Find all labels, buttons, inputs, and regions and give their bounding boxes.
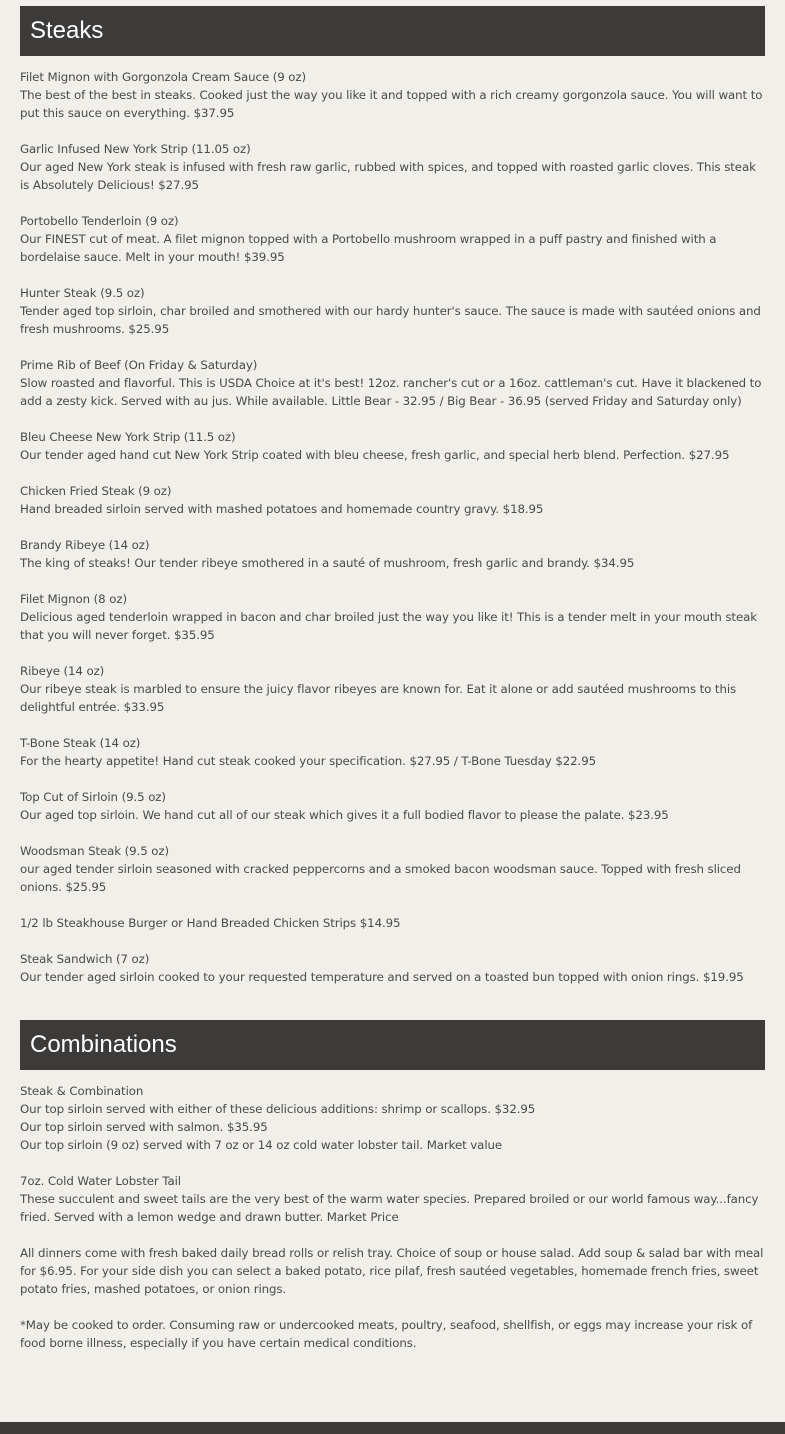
menu-item-name: Garlic Infused New York Strip (11.05 oz) bbox=[20, 142, 251, 156]
menu-item-description: Our aged New York steak is infused with fresh raw garlic, rubbed with spices, and topped with roasted garlic cloves. This steak is Absolutely Delicious! $27.95 bbox=[20, 160, 756, 192]
menu-item-name: T-Bone Steak (14 oz) bbox=[20, 736, 141, 750]
menu-item-description: Our ribeye steak is marbled to ensure the juicy flavor ribeyes are known for. Eat it alone or add sautéed mushrooms to this delightful entrée. $33.95 bbox=[20, 682, 737, 714]
menu-item-description: Delicious aged tenderloin wrapped in bacon and char broiled just the way you like it! This is a tender melt in your mouth steak that you will never forget. $35.95 bbox=[20, 610, 757, 642]
menu-item-name: Bleu Cheese New York Strip (11.5 oz) bbox=[20, 430, 236, 444]
menu-item-description: Our FINEST cut of meat. A filet mignon topped with a Portobello mushroom wrapped in a puff pastry and finished with a bordelaise sauce. Melt in your mouth! $39.95 bbox=[20, 232, 717, 264]
combination-item-description: These succulent and sweet tails are the very best of the warm water species. Prepared broiled or our world famous way...fancy fried. Served with a lemon wedge and drawn butter. Market Price bbox=[20, 1192, 759, 1224]
menu-item-name: Woodsman Steak (9.5 oz) bbox=[20, 844, 169, 858]
menu-item-description: our aged tender sirloin seasoned with cracked peppercorns and a smoked bacon woodsman sauce. Topped with fresh sliced onions. $25.95 bbox=[20, 862, 741, 894]
disclaimer-text: *May be cooked to order. Consuming raw or undercooked meats, poultry, seafood, shellfish, or eggs may increase your risk of food borne illness, especially if you have certain medical conditions. bbox=[20, 1318, 753, 1350]
food-safety-disclaimer bbox=[20, 1316, 765, 1352]
combination-item-name: Steak & Combination bbox=[20, 1084, 144, 1098]
menu-item bbox=[20, 68, 765, 122]
steaks-list bbox=[20, 56, 765, 986]
menu-item-description: The king of steaks! Our tender ribeye smothered in a sauté of mushroom, fresh garlic and brandy. $34.95 bbox=[20, 556, 635, 570]
menu-item-description: Slow roasted and flavorful. This is USDA Choice at it's best! 12oz. rancher's cut or a 16oz. cattleman's cut. Have it blackened to add a zesty kick. Served with au jus. While available. Little Bear - 32.95 / Big Bear - 36.95 (served Friday and Saturday only) bbox=[20, 376, 762, 408]
menu-item-name: Hunter Steak (9.5 oz) bbox=[20, 286, 145, 300]
dinner-info-note bbox=[20, 1244, 765, 1298]
combinations-section-title: Combinations bbox=[20, 1020, 765, 1070]
menu-item-description: The best of the best in steaks. Cooked just the way you like it and topped with a rich creamy gorgonzola sauce. You will want to put this sauce on everything. $37.95 bbox=[20, 88, 763, 120]
menu-item-name: Portobello Tenderloin (9 oz) bbox=[20, 214, 179, 228]
menu-item-name: Steak Sandwich (7 oz) bbox=[20, 952, 150, 966]
menu-item-description: Our tender aged hand cut New York Strip coated with bleu cheese, fresh garlic, and special herb blend. Perfection. $27.95 bbox=[20, 448, 730, 462]
menu-item-description: Our aged top sirloin. We hand cut all of our steak which gives it a full bodied flavor to please the palate. $23.95 bbox=[20, 808, 669, 822]
menu-item-name: Ribeye (14 oz) bbox=[20, 664, 105, 678]
menu-item bbox=[20, 950, 765, 986]
steaks-section-title: Steaks bbox=[20, 6, 765, 56]
menu-item-description: Tender aged top sirloin, char broiled and smothered with our hardy hunter's sauce. The sauce is made with sautéed onions and fresh mushrooms. $25.95 bbox=[20, 304, 761, 336]
menu-item bbox=[20, 284, 765, 338]
menu-item bbox=[20, 356, 765, 410]
menu-item bbox=[20, 734, 765, 770]
menu-item-description: Hand breaded sirloin served with mashed potatoes and homemade country gravy. $18.95 bbox=[20, 502, 544, 516]
combination-option: Our top sirloin (9 oz) served with 7 oz or 14 oz cold water lobster tail. Market value bbox=[20, 1138, 503, 1152]
menu-item bbox=[20, 842, 765, 896]
menu-item-description: Our tender aged sirloin cooked to your requested temperature and served on a toasted bun topped with onion rings. $19.95 bbox=[20, 970, 744, 984]
menu-item-name: Chicken Fried Steak (9 oz) bbox=[20, 484, 172, 498]
menu-item-name: Filet Mignon (8 oz) bbox=[20, 592, 127, 606]
combinations-section bbox=[20, 1020, 765, 1352]
combinations-list bbox=[20, 1070, 765, 1352]
footer-bar bbox=[0, 1422, 785, 1434]
menu-item-name: Top Cut of Sirloin (9.5 oz) bbox=[20, 790, 166, 804]
menu-item bbox=[20, 428, 765, 464]
menu-item-name: Filet Mignon with Gorgonzola Cream Sauce (9 oz) bbox=[20, 70, 307, 84]
menu-item-description: For the hearty appetite! Hand cut steak cooked your specification. $27.95 / T-Bone Tuesday $22.95 bbox=[20, 754, 597, 768]
menu-item bbox=[20, 914, 765, 932]
combination-item bbox=[20, 1172, 765, 1226]
combination-item bbox=[20, 1082, 765, 1154]
menu-item bbox=[20, 536, 765, 572]
combination-option: Our top sirloin served with salmon. $35.95 bbox=[20, 1120, 268, 1134]
menu-item bbox=[20, 788, 765, 824]
combination-option: Our top sirloin served with either of these delicious additions: shrimp or scallops. $32.95 bbox=[20, 1102, 536, 1116]
menu-item bbox=[20, 140, 765, 194]
menu-item-name: Brandy Ribeye (14 oz) bbox=[20, 538, 150, 552]
menu-item-name: Prime Rib of Beef (On Friday & Saturday) bbox=[20, 358, 258, 372]
menu-item-name: 1/2 lb Steakhouse Burger or Hand Breaded Chicken Strips $14.95 bbox=[20, 916, 401, 930]
menu-item bbox=[20, 590, 765, 644]
combination-item-name: 7oz. Cold Water Lobster Tail bbox=[20, 1174, 181, 1188]
dinner-info-text: All dinners come with fresh baked daily bread rolls or relish tray. Choice of soup or house salad. Add soup & salad bar with meal for $6.95. For your side dish you can select a baked potato, rice pilaf, fresh sautéed vegetables, homemade french fries, sweet potato fries, mashed potatoes, or onion rings. bbox=[20, 1246, 764, 1296]
menu-item bbox=[20, 662, 765, 716]
menu-item bbox=[20, 212, 765, 266]
menu-page bbox=[20, 6, 765, 1370]
menu-item bbox=[20, 482, 765, 518]
